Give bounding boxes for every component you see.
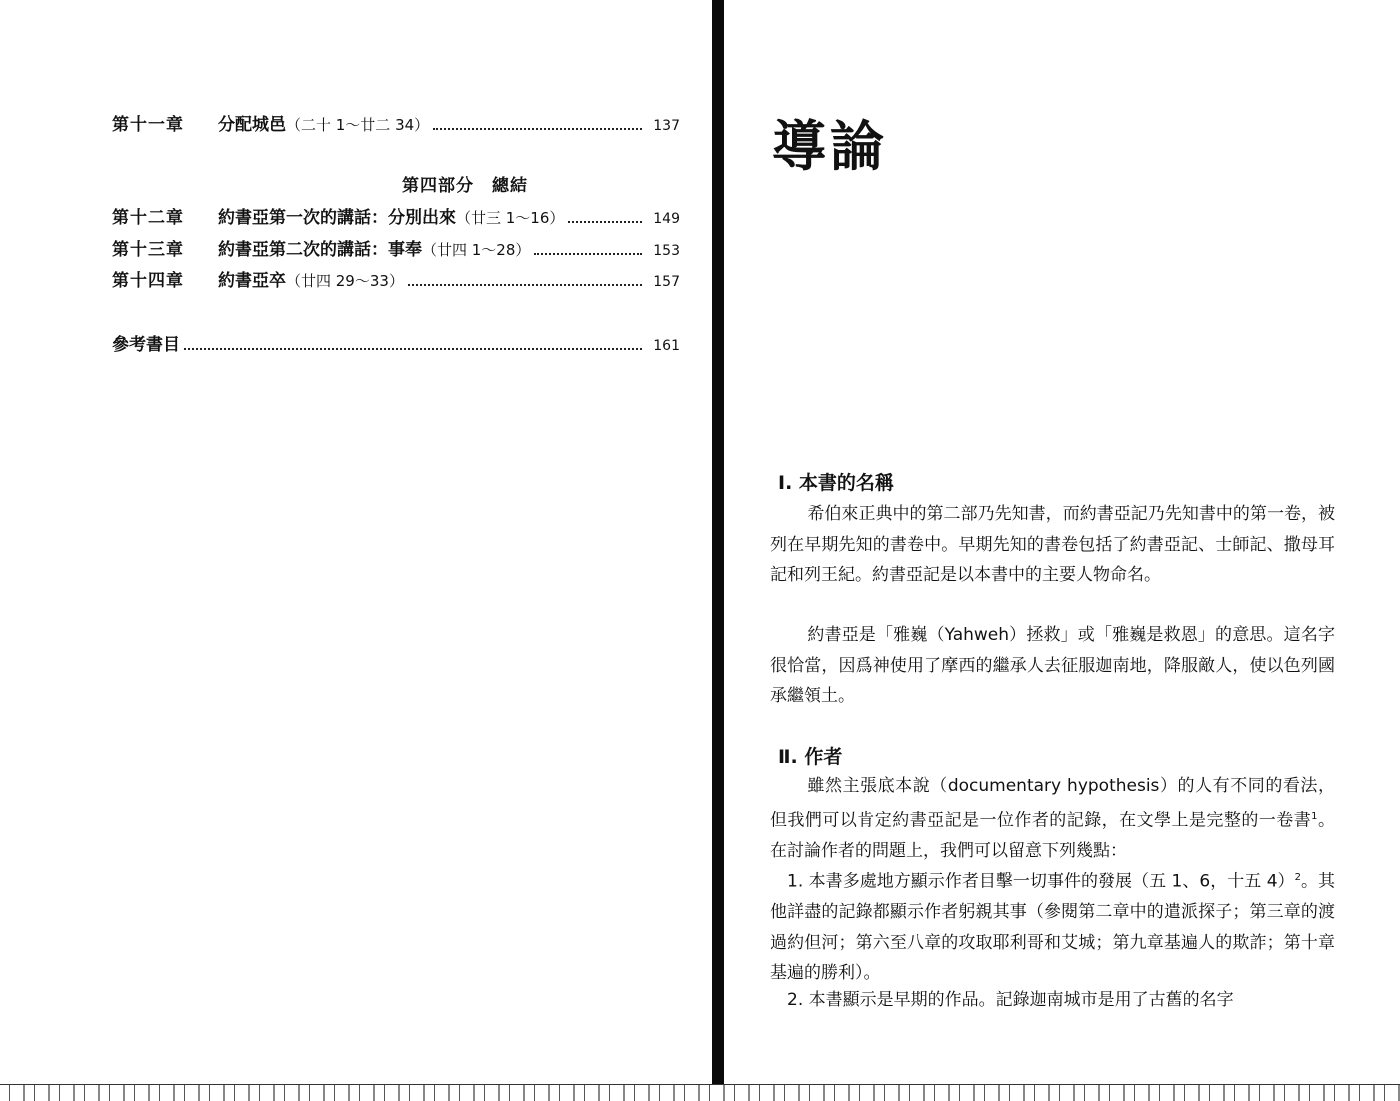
toc-chapter-title: 約書亞卒 <box>218 271 286 291</box>
footnote-marker[interactable]: 2 <box>1294 872 1301 883</box>
paragraph-book-name: 希伯來正典中的第二部乃先知書，而約書亞記乃先知書中的第一卷，被列在早期先知的書卷中。早期先知的書卷包括了約書亞記、士師記、撒母耳記和列王紀。約書亞記是以本書中的主要人物命名。 <box>770 504 1335 585</box>
toc-chapter-label: 第十二章 <box>112 208 184 228</box>
toc-page-number: 153 <box>653 243 680 259</box>
book-gutter <box>712 0 724 1100</box>
toc-verse-ref: （廿三 1～16） <box>456 209 565 227</box>
toc-leader-dots <box>433 128 642 130</box>
toc-chapter-title: 分配城邑 <box>218 115 286 135</box>
toc-leader-dots <box>408 284 642 286</box>
toc-chapter-label: 第十四章 <box>112 271 184 291</box>
toc-leader-dots <box>568 221 642 223</box>
toc-chapter-title: 約書亞第二次的講話：事奉 <box>218 240 422 260</box>
toc-verse-ref: （廿四 29～33） <box>286 272 404 290</box>
toc-chapter-label: 第十三章 <box>112 240 184 260</box>
list-item-1-text-end: 。其他詳盡的記錄都顯示作者躬親其事（參閱第二章中的遣派探子；第三章的渡過約但河；第六至八章的攻取耶利哥和艾城；第九章基遍人的欺詐；第十章基遍的勝利）。 <box>770 871 1335 984</box>
toc-bibliography-label: 參考書目 <box>112 335 180 355</box>
author-intro-text-end: 。在討論作者的問題上，我們可以留意下列幾點： <box>770 810 1336 861</box>
toc-page-number: 137 <box>653 118 680 134</box>
toc-leader-dots <box>184 348 642 350</box>
toc-entry-ch11[interactable] <box>112 110 680 135</box>
list-item-1 <box>770 863 1335 989</box>
toc-verse-ref: （廿四 1～28） <box>422 241 531 259</box>
footnote-marker[interactable]: 1 <box>1311 810 1318 822</box>
toc-entry-ch13[interactable] <box>112 235 680 260</box>
toc-part-heading: 第四部分 總結 <box>402 176 528 196</box>
scan-bottom-edge <box>0 1084 1400 1101</box>
toc-verse-ref: （二十 1～廿二 34） <box>286 116 430 134</box>
toc-entry-ch12[interactable] <box>112 203 680 228</box>
toc-page-number: 161 <box>653 338 680 354</box>
paragraph-joshua-meaning: 約書亞是「雅巍（Yahweh）拯救」或「雅巍是救恩」的意思。這名字很恰當，因爲神使用了摩西的繼承人去征服迦南地，降服敵人，使以色列國承繼領土。 <box>770 625 1335 706</box>
list-item-2: 2. 本書顯示是早期的作品。記錄迦南城市是用了古舊的名字 <box>787 990 1234 1010</box>
toc-page-number: 149 <box>653 211 680 227</box>
toc-leader-dots <box>534 253 642 255</box>
section-heading-author: Ⅱ. 作者 <box>778 746 843 768</box>
toc-chapter-title: 約書亞第一次的講話：分別出來 <box>218 208 456 228</box>
author-intro-text: 雖然主張底本說（documentary hypothesis）的人有不同的看法，但我們可以肯定約書亞記是一位作者的記錄，在文學上是完整的一卷書 <box>770 776 1335 831</box>
list-item-1-text: 1. 本書多處地方顯示作者目擊一切事件的發展（五 1、6，十五 4） <box>787 871 1295 892</box>
toc-chapter-label: 第十一章 <box>112 115 184 135</box>
paragraph-author-intro <box>770 771 1335 866</box>
section-heading-name: Ⅰ. 本書的名稱 <box>778 472 894 494</box>
page-title: 導論 <box>772 114 888 178</box>
toc-entry-ch14[interactable] <box>112 266 680 291</box>
toc-entry-bibliography[interactable] <box>112 330 680 355</box>
toc-page-number: 157 <box>653 274 680 290</box>
